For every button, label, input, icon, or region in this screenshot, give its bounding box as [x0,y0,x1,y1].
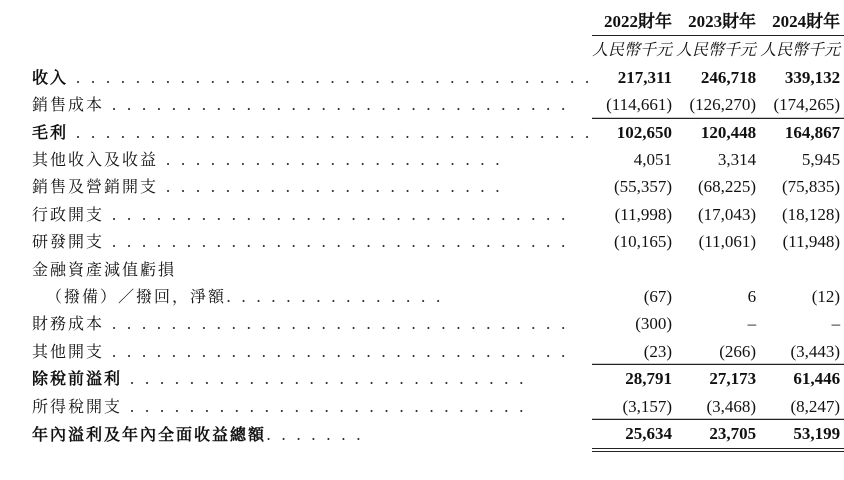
row-profit-before-tax [32,365,844,392]
header-blank [32,8,592,36]
year-header-2023: 2023財年 [676,8,760,36]
value-2022: (3,157) [592,393,676,420]
leader-dots: . . . . . . . . . . . . . . . [226,287,444,307]
value-2022: 217,311 [617,67,673,87]
year-header-row [32,8,844,36]
row-label-text: 研發開支 [32,232,105,252]
row-selling-expenses [32,173,844,200]
value-2024: 5,945 [801,150,841,170]
row-cost-of-sales [32,91,844,118]
row-label-text: 金融資產減值虧損 [32,259,177,279]
row-finance-costs [32,310,844,337]
value-2023: (68,225) [697,177,757,197]
value-2023: 3,314 [717,150,757,170]
value-2022: (55,357) [613,177,673,197]
row-label [32,201,592,228]
value-2024: 53,199 [760,420,844,449]
value-2024: – [831,314,841,334]
row-label-text: 銷售及營銷開支 [32,177,159,197]
row-income-tax [32,393,844,420]
leader-dots: . . . . . . . . . . . . . . . . . . . . . . . . . . . . . . . [104,95,569,115]
value-2024: (8,247) [760,393,844,420]
row-label [32,228,592,255]
row-label-text: 銷售成本 [32,95,105,115]
header-blank [32,36,592,64]
currency-header-row [32,36,844,64]
value-2022: (114,661) [592,91,676,118]
row-label [32,119,592,146]
row-label-text: 其他收入及收益 [32,150,159,170]
value-2023: 120,448 [700,122,757,142]
row-label [32,338,592,365]
value-2023: 246,718 [700,67,757,87]
value-2024: (18,128) [782,204,841,224]
value-2024 [760,256,844,283]
value-2023: (3,468) [676,393,760,420]
row-label [32,393,592,420]
row-other-expenses [32,338,844,365]
value-2022: (67) [643,287,673,307]
value-2023: – [747,314,757,334]
value-2024: (11,948) [782,232,841,252]
leader-dots: . . . . . . . . . . . . . . . . . . . . . . . . . . . . . . . [104,341,569,361]
row-label-text: 行政開支 [32,204,105,224]
row-label [32,146,592,173]
value-2022: 4,051 [633,150,673,170]
row-label [32,256,592,283]
value-2023: (17,043) [697,204,757,224]
value-2023: (126,270) [676,91,760,118]
row-label-text: 收入 [32,67,69,87]
value-2023: (11,061) [698,232,757,252]
value-2024: 339,132 [784,67,841,87]
value-2023: 23,705 [676,420,760,449]
value-2022: 25,634 [592,420,676,449]
row-impairment-net [32,283,844,310]
row-gross-profit [32,119,844,146]
value-2023: 6 [747,287,757,307]
leader-dots: . . . . . . . . . . . . . . . . . . . . . . . . . . . [122,396,527,416]
value-2024: 164,867 [784,122,841,142]
row-label [32,365,592,392]
row-admin-expenses [32,201,844,228]
leader-dots: . . . . . . . . . . . . . . . . . . . . . . . . . . . . . . . [104,314,569,334]
row-label [32,310,592,337]
row-label-text: 毛利 [32,122,69,142]
leader-dots: . . . . . . . . . . . . . . . . . . . . . . . . . . . . . . . . . . . [68,122,593,142]
year-header-2022: 2022財年 [592,8,676,36]
row-label-text: 所得稅開支 [32,396,123,416]
value-2022: (10,165) [613,232,673,252]
row-revenue [32,64,844,91]
row-label [32,283,592,310]
leader-dots: . . . . . . . . . . . . . . . . . . . . . . . . . . . . . . . [104,204,569,224]
year-header-2024: 2024財年 [760,8,844,36]
row-label [32,64,592,91]
value-2024: (75,835) [782,177,841,197]
value-2022: (23) [592,338,676,365]
value-2024: (174,265) [760,91,844,118]
value-2024: 61,446 [793,369,841,389]
row-other-income [32,146,844,173]
row-rd-expenses [32,228,844,255]
row-label-text: 年內溢利及年內全面收益總額 [32,425,267,445]
currency-unit-2022: 人民幣千元 [592,40,673,60]
leader-dots: . . . . . . . [266,425,364,445]
value-2022: 28,791 [625,369,673,389]
row-label-text: 財務成本 [32,314,105,334]
row-label-text: （撥備）／撥回，淨額 [46,287,227,307]
leader-dots: . . . . . . . . . . . . . . . . . . . . . . . [158,150,503,170]
leader-dots: . . . . . . . . . . . . . . . . . . . . . . . . . . . . . . . [104,232,569,252]
value-2023 [676,256,760,283]
row-label [32,173,592,200]
row-total-comprehensive-income [32,420,844,449]
row-impairment-heading [32,256,844,283]
value-2022: 102,650 [616,122,673,142]
row-label-text: 其他開支 [32,341,105,361]
currency-unit-2023: 人民幣千元 [676,40,757,60]
leader-dots: . . . . . . . . . . . . . . . . . . . . . . . . . . . [122,369,527,389]
value-2022: (300) [635,314,673,334]
income-statement-table [32,8,844,452]
currency-unit-2024: 人民幣千元 [760,40,841,60]
leader-dots: . . . . . . . . . . . . . . . . . . . . . . . . . . . . . . . . . . . [68,67,593,87]
value-2024: (3,443) [760,338,844,365]
row-label [32,420,592,449]
row-label [32,91,592,118]
row-label-text: 除稅前溢利 [32,369,123,389]
value-2023: 27,173 [709,369,757,389]
value-2024: (12) [811,287,841,307]
leader-dots: . . . . . . . . . . . . . . . . . . . . . . . [158,177,503,197]
value-2023: (266) [676,338,760,365]
value-2022: (11,998) [614,204,673,224]
value-2022 [592,256,676,283]
